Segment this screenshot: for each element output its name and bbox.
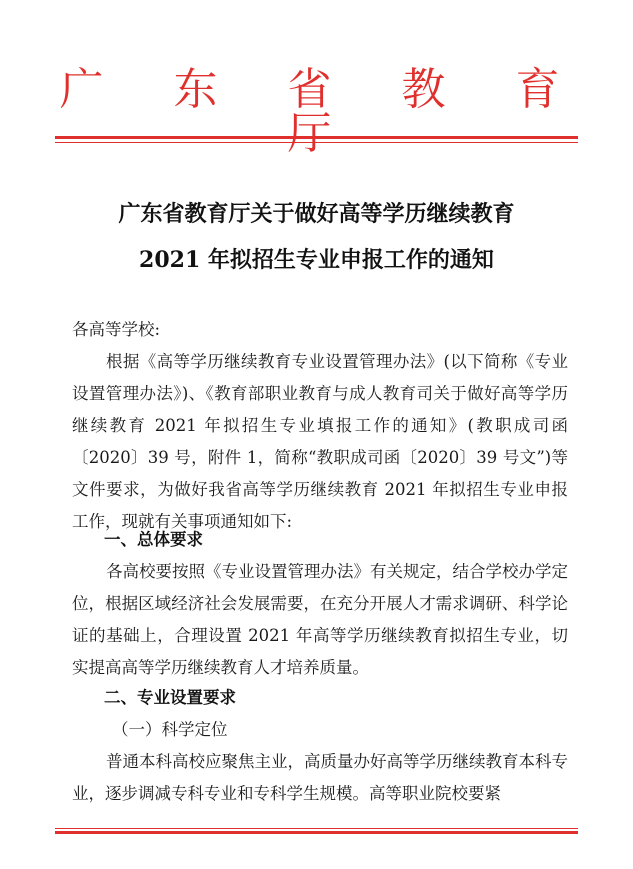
letterhead-org-name: 广 东 省 教 育 厅 [59, 64, 588, 159]
subsection1-paragraph: 普通本科高校应聚焦主业，高质量办好高等学历继续教育本科专业，逐步调减专科专业和专科学生规模。高等职业院校要紧 [72, 752, 568, 803]
document-title-line1: 广东省教育厅关于做好高等学历继续教育 [118, 201, 515, 227]
footer-red-rule [55, 828, 578, 829]
salutation: 各高等学校: [72, 320, 161, 339]
subsection1-heading: （一）科学定位 [112, 720, 228, 739]
section1-heading: 一、总体要求 [104, 530, 203, 549]
section1-paragraph: 各高校要按照《专业设置管理办法》有关规定，结合学校办学定位，根据区域经济社会发展需要，在充分开展人才需求调研、科学论证的基础上，合理设置 2021 年高等学历继续教育拟招生专业，切实提高高等学历继续教育人才培养质量。 [72, 562, 568, 677]
intro-paragraph: 根据《高等学历继续教育专业设置管理办法》(以下简称《专业设置管理办法》)、《教育部职业教育与成人教育司关于做好高等学历继续教育 2021 年拟招生专业填报工作的通知》(教职成司函〔2020〕39 号，附件 1，简称“教职成司函〔2020〕39 号文”)等文件要求，为做好我省高等学历继续教育 2021 年拟招生专业申报工作，现就有关事项通知如下: [72, 352, 568, 531]
document-title-line2: 2021 年拟招生专业申报工作的通知 [139, 247, 494, 273]
letterhead-red-rule [55, 136, 578, 139]
section2-heading: 二、专业设置要求 [104, 688, 236, 707]
